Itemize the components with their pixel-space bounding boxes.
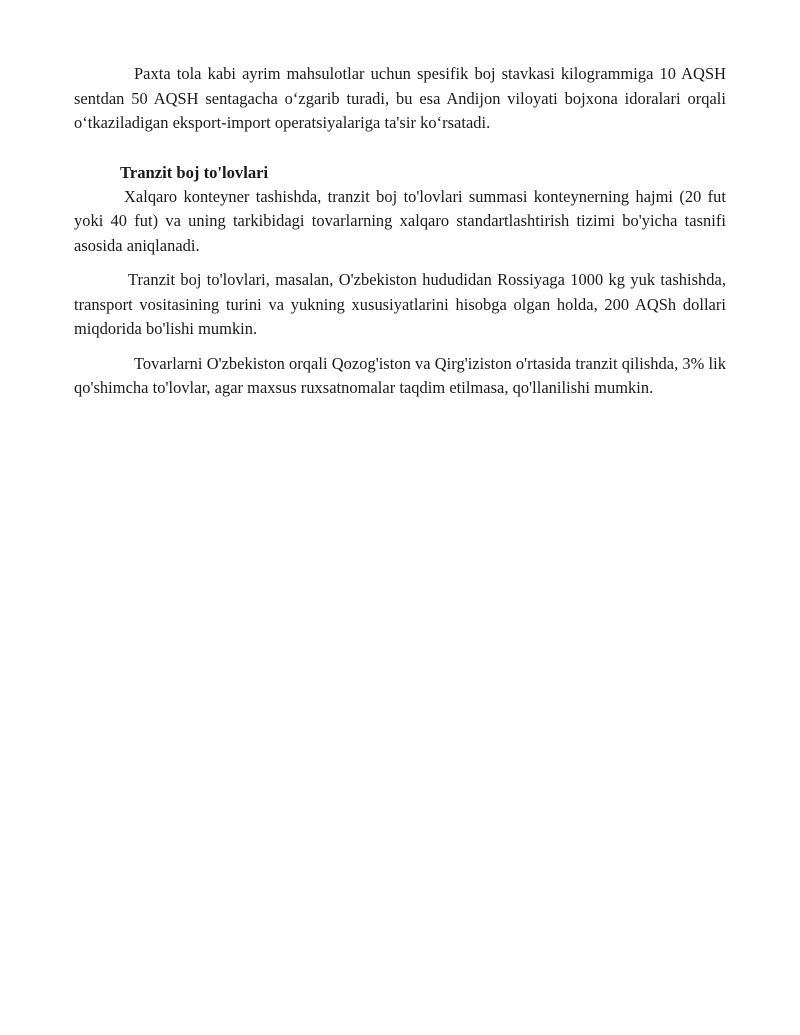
paragraph-russia-transit-example: Tranzit boj to'lovlari, masalan, O'zbekiston hududidan Rossiyaga 1000 kg yuk tashishda, transport vositasining turini va yukning xususiyatlarini hisobga olgan holda, 200 AQSh dollari miqdorida bo'lishi mumkin. — [74, 270, 726, 338]
paragraph-container-transit: Xalqaro konteyner tashishda, tranzit boj to'lovlari summasi konteynerning hajmi (20 fut yoki 40 fut) va uning tarkibidagi tovarlarning xalqaro standartlashtirish tizimi bo'yicha tasnifi asosida aniqlanadi. — [74, 186, 726, 255]
paragraph-cotton-tariff: Paxta tola kabi ayrim mahsulotlar uchun spesifik boj stavkasi kilogrammiga 10 AQSH sentdan 50 AQSH sentagacha o‘zgarib turadi, bu esa Andijon viloyati bojxona idoralari orqali o‘tkaziladigan eksport-import operatsiyalariga ta'sir ko‘rsatadi. — [74, 64, 726, 132]
document-page — [74, 62, 726, 401]
paragraph-kazakhstan-kyrgyzstan-transit: Tovarlarni O'zbekiston orqali Qozog'iston va Qirg'iziston o'rtasida tranzit qilishda, 3% lik qo'shimcha to'lovlar, agar maxsus ruxsatnomalar taqdim etilmasa, qo'llanilishi mumkin. — [74, 353, 726, 397]
section-heading-transit-fees: Tranzit boj to'lovlari — [120, 162, 269, 182]
